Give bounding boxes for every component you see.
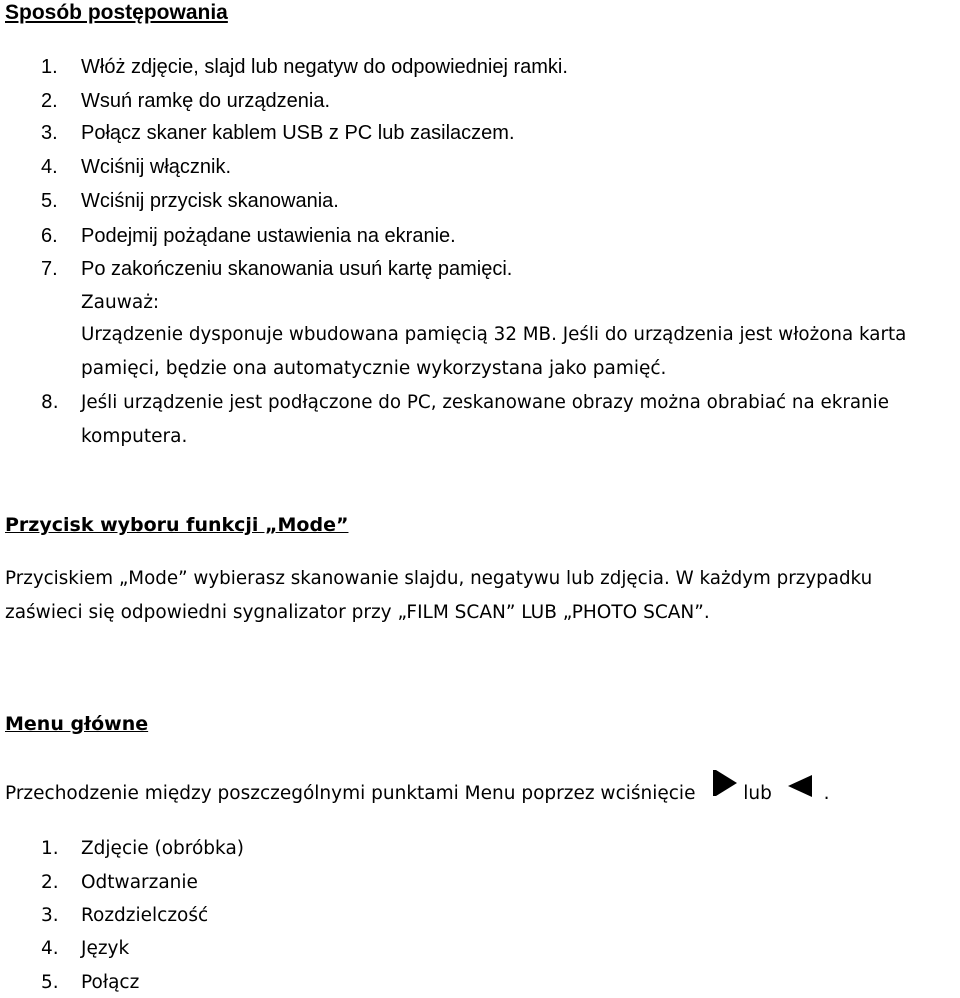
list-text-continued: komputera. xyxy=(81,426,188,447)
list-number: 5. xyxy=(41,972,59,993)
list-text: Odtwarzanie xyxy=(81,872,198,893)
section-title-main-menu: Menu główne xyxy=(5,713,149,735)
list-text: Jeśli urządzenie jest podłączone do PC, zeskanowane obrazy można obrabiać na ekranie xyxy=(81,392,889,413)
list-text: Język xyxy=(81,938,130,959)
menu-intro-end: . xyxy=(823,783,830,804)
list-number: 2. xyxy=(41,90,58,112)
arrow-left-icon xyxy=(788,775,812,802)
list-text: Włóż zdjęcie, slajd lub negatyw do odpowiedniej ramki. xyxy=(81,56,568,78)
list-text: Rozdzielczość xyxy=(81,905,209,926)
list-text: Połącz xyxy=(81,972,140,993)
list-number: 4. xyxy=(41,156,58,178)
arrow-right-icon xyxy=(713,770,737,801)
list-text: Zdjęcie (obróbka) xyxy=(81,838,244,859)
list-text: Podejmij pożądane ustawienia na ekranie. xyxy=(81,225,456,247)
list-number: 2. xyxy=(41,872,59,893)
list-number: 1. xyxy=(41,838,59,859)
mode-paragraph-line: zaświeci się odpowiedni sygnalizator przy „FILM SCAN” LUB „PHOTO SCAN”. xyxy=(5,602,710,623)
list-number: 4. xyxy=(41,938,59,959)
list-text: Wsuń ramkę do urządzenia. xyxy=(81,90,331,112)
list-number: 8. xyxy=(41,392,59,413)
list-number: 5. xyxy=(41,190,58,212)
section-title-mode: Przycisk wyboru funkcji „Mode” xyxy=(5,514,349,536)
menu-intro-or: lub xyxy=(743,783,772,804)
menu-intro-text: Przechodzenie między poszczególnymi punktami Menu poprzez wciśnięcie xyxy=(5,783,696,804)
mode-paragraph-line: Przyciskiem „Mode” wybierasz skanowanie slajdu, negatywu lub zdjęcia. W każdym przypadku xyxy=(5,568,873,589)
list-text: Wciśnij włącznik. xyxy=(81,156,232,178)
list-number: 7. xyxy=(41,258,58,280)
list-number: 3. xyxy=(41,905,59,926)
note-text: Urządzenie dysponuje wbudowana pamięcią 32 MB. Jeśli do urządzenia jest włożona karta xyxy=(81,324,907,345)
list-text: Po zakończeniu skanowania usuń kartę pamięci. xyxy=(81,258,513,280)
list-text: Połącz skaner kablem USB z PC lub zasilaczem. xyxy=(81,122,515,144)
note-text: pamięci, będzie ona automatycznie wykorzystana jako pamięć. xyxy=(81,358,667,379)
section-title-procedure: Sposób postępowania xyxy=(5,1,228,24)
note-label: Zauważ: xyxy=(81,292,160,313)
list-text: Wciśnij przycisk skanowania. xyxy=(81,190,339,212)
list-number: 1. xyxy=(41,56,58,78)
menu-intro xyxy=(5,783,830,804)
list-number: 3. xyxy=(41,122,58,144)
list-number: 6. xyxy=(41,225,58,247)
